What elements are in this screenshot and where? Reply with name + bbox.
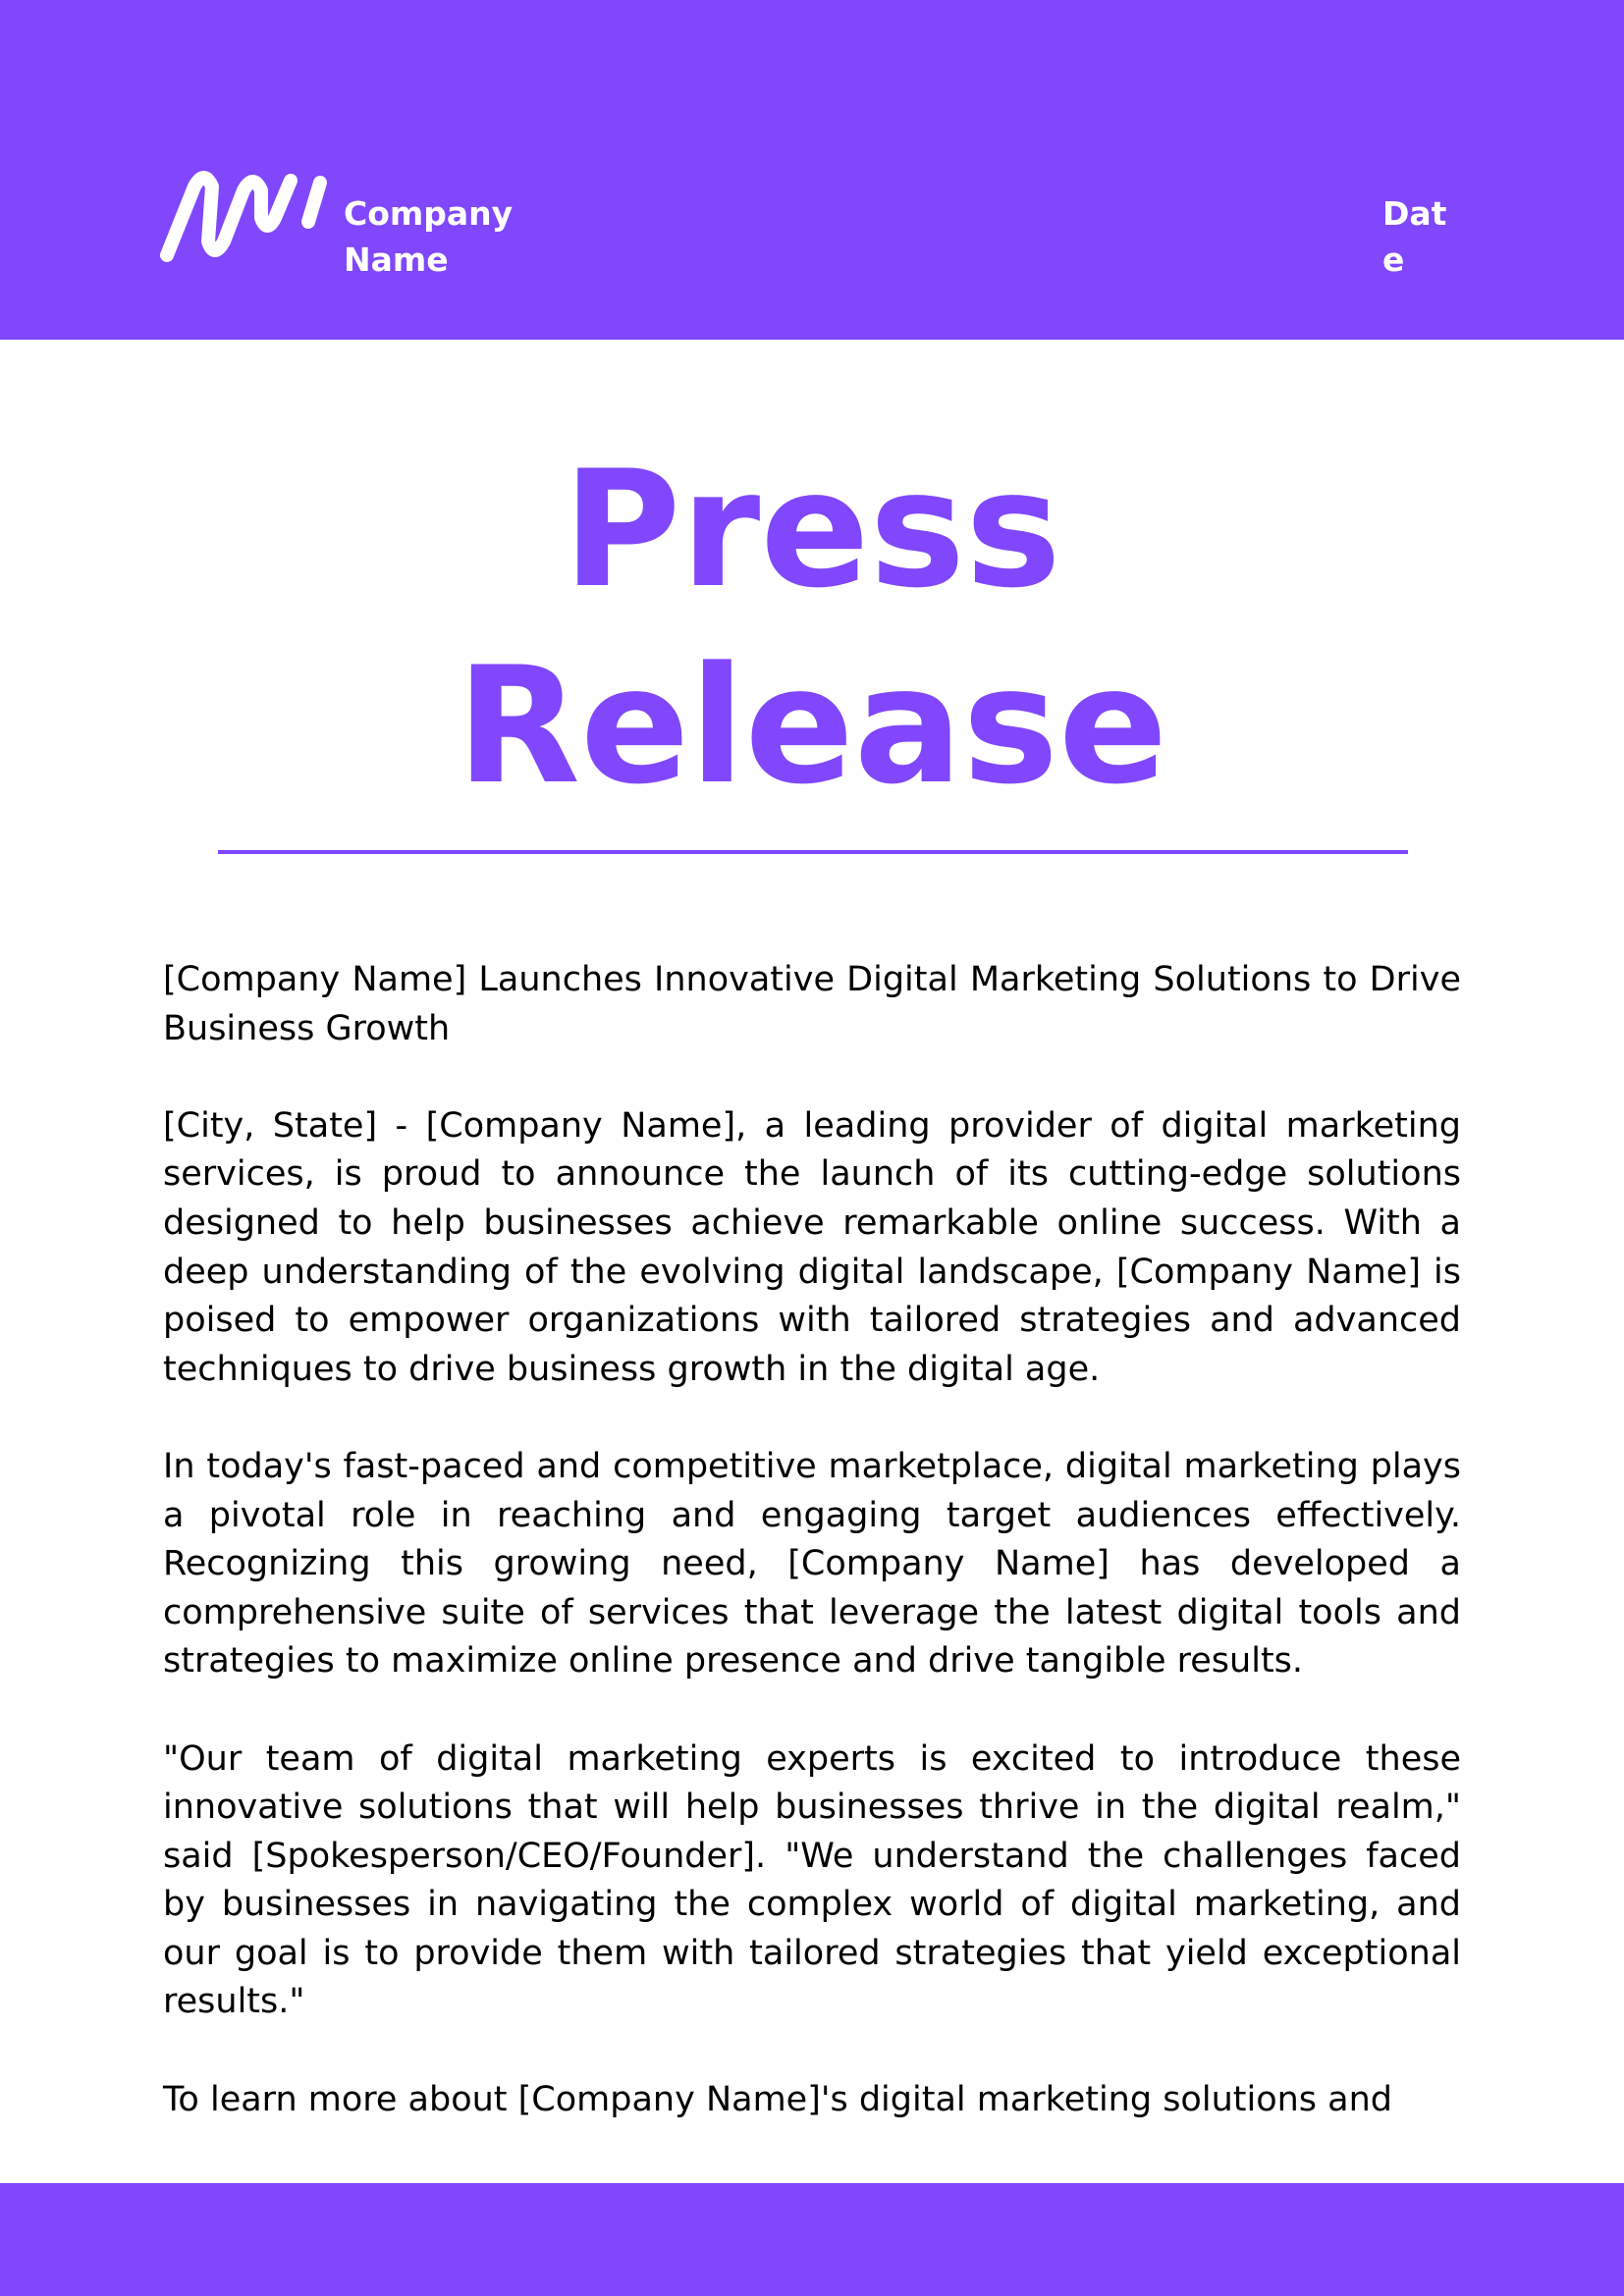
- header-band: [0, 0, 1624, 340]
- quote-paragraph: "Our team of digital marketing experts is excited to introduce these innovative solutions that will help businesses thrive in the digital realm," said [Spokesperson/CEO/Founder]. "We understand the challenges faced by businesses in navigating the complex world of digital marketing, and our goal is to provide them with tailored strategies that yield exceptional results.": [163, 1738, 1461, 2022]
- footer-band: [0, 2183, 1624, 2296]
- body-paragraph: [City, State] - [Company Name], a leading provider of digital marketing services, is proud to announce the launch of its cutting-edge solutions designed to help businesses achieve remarkable online success. With a deep understanding of the evolving digital landscape, [Company Name] is poised to empower organizations with tailored strategies and advanced techniques to drive business growth in the digital age.: [163, 1105, 1461, 1389]
- page-title: [0, 432, 1624, 825]
- title-line-1: Press: [563, 436, 1061, 623]
- body-paragraph: To learn more about [Company Name]'s digital marketing solutions and: [163, 2079, 1393, 2119]
- date-label: Date: [1382, 194, 1447, 279]
- wave-logo-icon: [157, 165, 330, 269]
- press-release-body: [163, 956, 1461, 2173]
- title-line-2: Release: [456, 632, 1168, 820]
- headline-paragraph: [Company Name] Launches Innovative Digital Marketing Solutions to Drive Business Growth: [163, 960, 1461, 1048]
- company-name: Company Name: [344, 194, 514, 279]
- title-divider: [218, 850, 1408, 854]
- body-paragraph: In today's fast-paced and competitive marketplace, digital marketing plays a pivotal role in reaching and engaging target audiences effectively. Recognizing this growing need, [Company Name] has developed a comprehensive suite of services that leverage the latest digital tools and strategies to maximize online presence and drive tangible results.: [163, 1446, 1461, 1682]
